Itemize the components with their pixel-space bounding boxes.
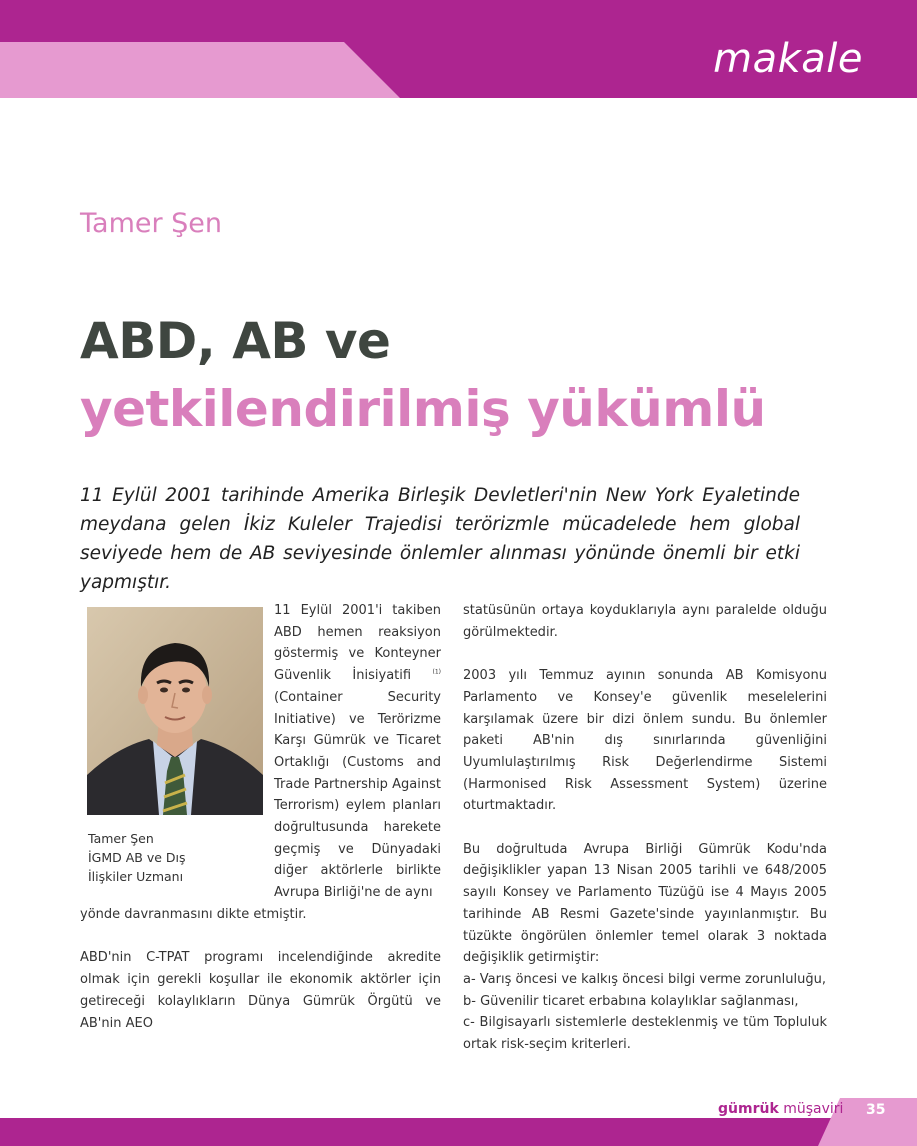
- paragraph-3: 2003 yılı Temmuz ayının sonunda AB Komisyonu Parlamento ve Konsey'e güvenlik meselelerini karşılamak üzere bir dizi önlem sundu. Bu önlemler paketi AB'nin dış sınırlarında güvenliğini Uyumlulaştırılmış Risk Değerlendirme Sistemi (Harmonised Risk Assessment System) üzerine oturtmaktadır.: [463, 668, 827, 814]
- paragraph-2-cont: statüsünün ortaya koyduklarıyla aynı paralelde olduğu görülmektedir.: [463, 603, 827, 640]
- photo-caption: [88, 829, 186, 886]
- lead-paragraph: 11 Eylül 2001 tarihinde Amerika Birleşik Devletleri'nin New York Eyaletinde meydana gelen İkiz Kuleler Trajedisi terörizmle mücadelede hem global seviyede hem de AB seviyesinde önlemler alınması yönünde önemli bir etki yapmıştır.: [80, 485, 800, 593]
- brand-bold: gümrük: [718, 1101, 779, 1117]
- article-title-line2: yetkilendirilmiş yükümlü: [80, 380, 766, 438]
- header-accent-stripe: [0, 42, 400, 98]
- paragraph-1-text: 11 Eylül 2001'i takiben ABD hemen reaksiyon göstermiş ve Konteyner Güvenlik İnisiyatifi: [274, 603, 441, 684]
- author-name: Tamer Şen: [80, 208, 223, 239]
- paragraph-4: Bu doğrultuda Avrupa Birliği Gümrük Kodu'nda değişiklikler yapan 13 Nisan 2005 tarihli ve 648/2005 sayılı Konsey ve Parlamento Tüzüğü ise 4 Mayıs 2005 tarihinde AB Resmi Gazete'sinde yayınlanmıştır. Bu tüzükte öngörülen önlemler temel olarak 3 noktada değişiklik getirmiştir:: [463, 841, 827, 966]
- article-title-line1: ABD, AB ve: [80, 312, 391, 370]
- paragraph-1-tail: yönde davranmasını dikte etmiştir.: [80, 907, 307, 922]
- footnote-ref: (1): [432, 668, 441, 676]
- body-column-right: [463, 600, 827, 1056]
- caption-name: Tamer Şen: [88, 831, 154, 846]
- footer-band: [0, 1118, 917, 1146]
- list-item: c- Bilgisayarlı sistemlerle desteklenmiş ve tüm Topluluk ortak risk-seçim kriterleri.: [463, 1015, 827, 1053]
- list-item: a- Varış öncesi ve kalkış öncesi bilgi verme zorunluluğu,: [463, 971, 826, 987]
- list-item: b- Güvenilir ticaret erbabına kolaylıklar sağlanması,: [463, 993, 799, 1009]
- body-column-narrow: [274, 600, 441, 904]
- paragraph-1-text-cont: (Container Security Initiative) ve Terörizme Karşı Gümrük ve Ticaret Ortaklığı (Customs and Trade Partnership Against Terrorism) eylem planları doğrultusunda harekete geçmiş ve Dünyadaki diğer aktörlerle birlikte Avrupa Birliği'ne de aynı: [274, 689, 441, 901]
- publication-brand: [718, 1101, 843, 1117]
- body-column-left: [80, 904, 441, 1034]
- brand-light: müşaviri: [783, 1101, 844, 1117]
- paragraph-1: [274, 600, 441, 904]
- caption-role-line1: İGMD AB ve Dış: [88, 850, 186, 865]
- caption-role-line2: İlişkiler Uzmanı: [88, 869, 184, 884]
- page-number: 35: [866, 1102, 886, 1118]
- author-photo: [87, 607, 263, 815]
- section-label: makale: [713, 36, 863, 82]
- paragraph-2: ABD'nin C-TPAT programı incelendiğinde akredite olmak için gerekli koşullar ile ekonomik aktörler için getireceği kolaylıkların Dünya Gümrük Örgütü ve AB'nin AEO: [80, 950, 441, 1031]
